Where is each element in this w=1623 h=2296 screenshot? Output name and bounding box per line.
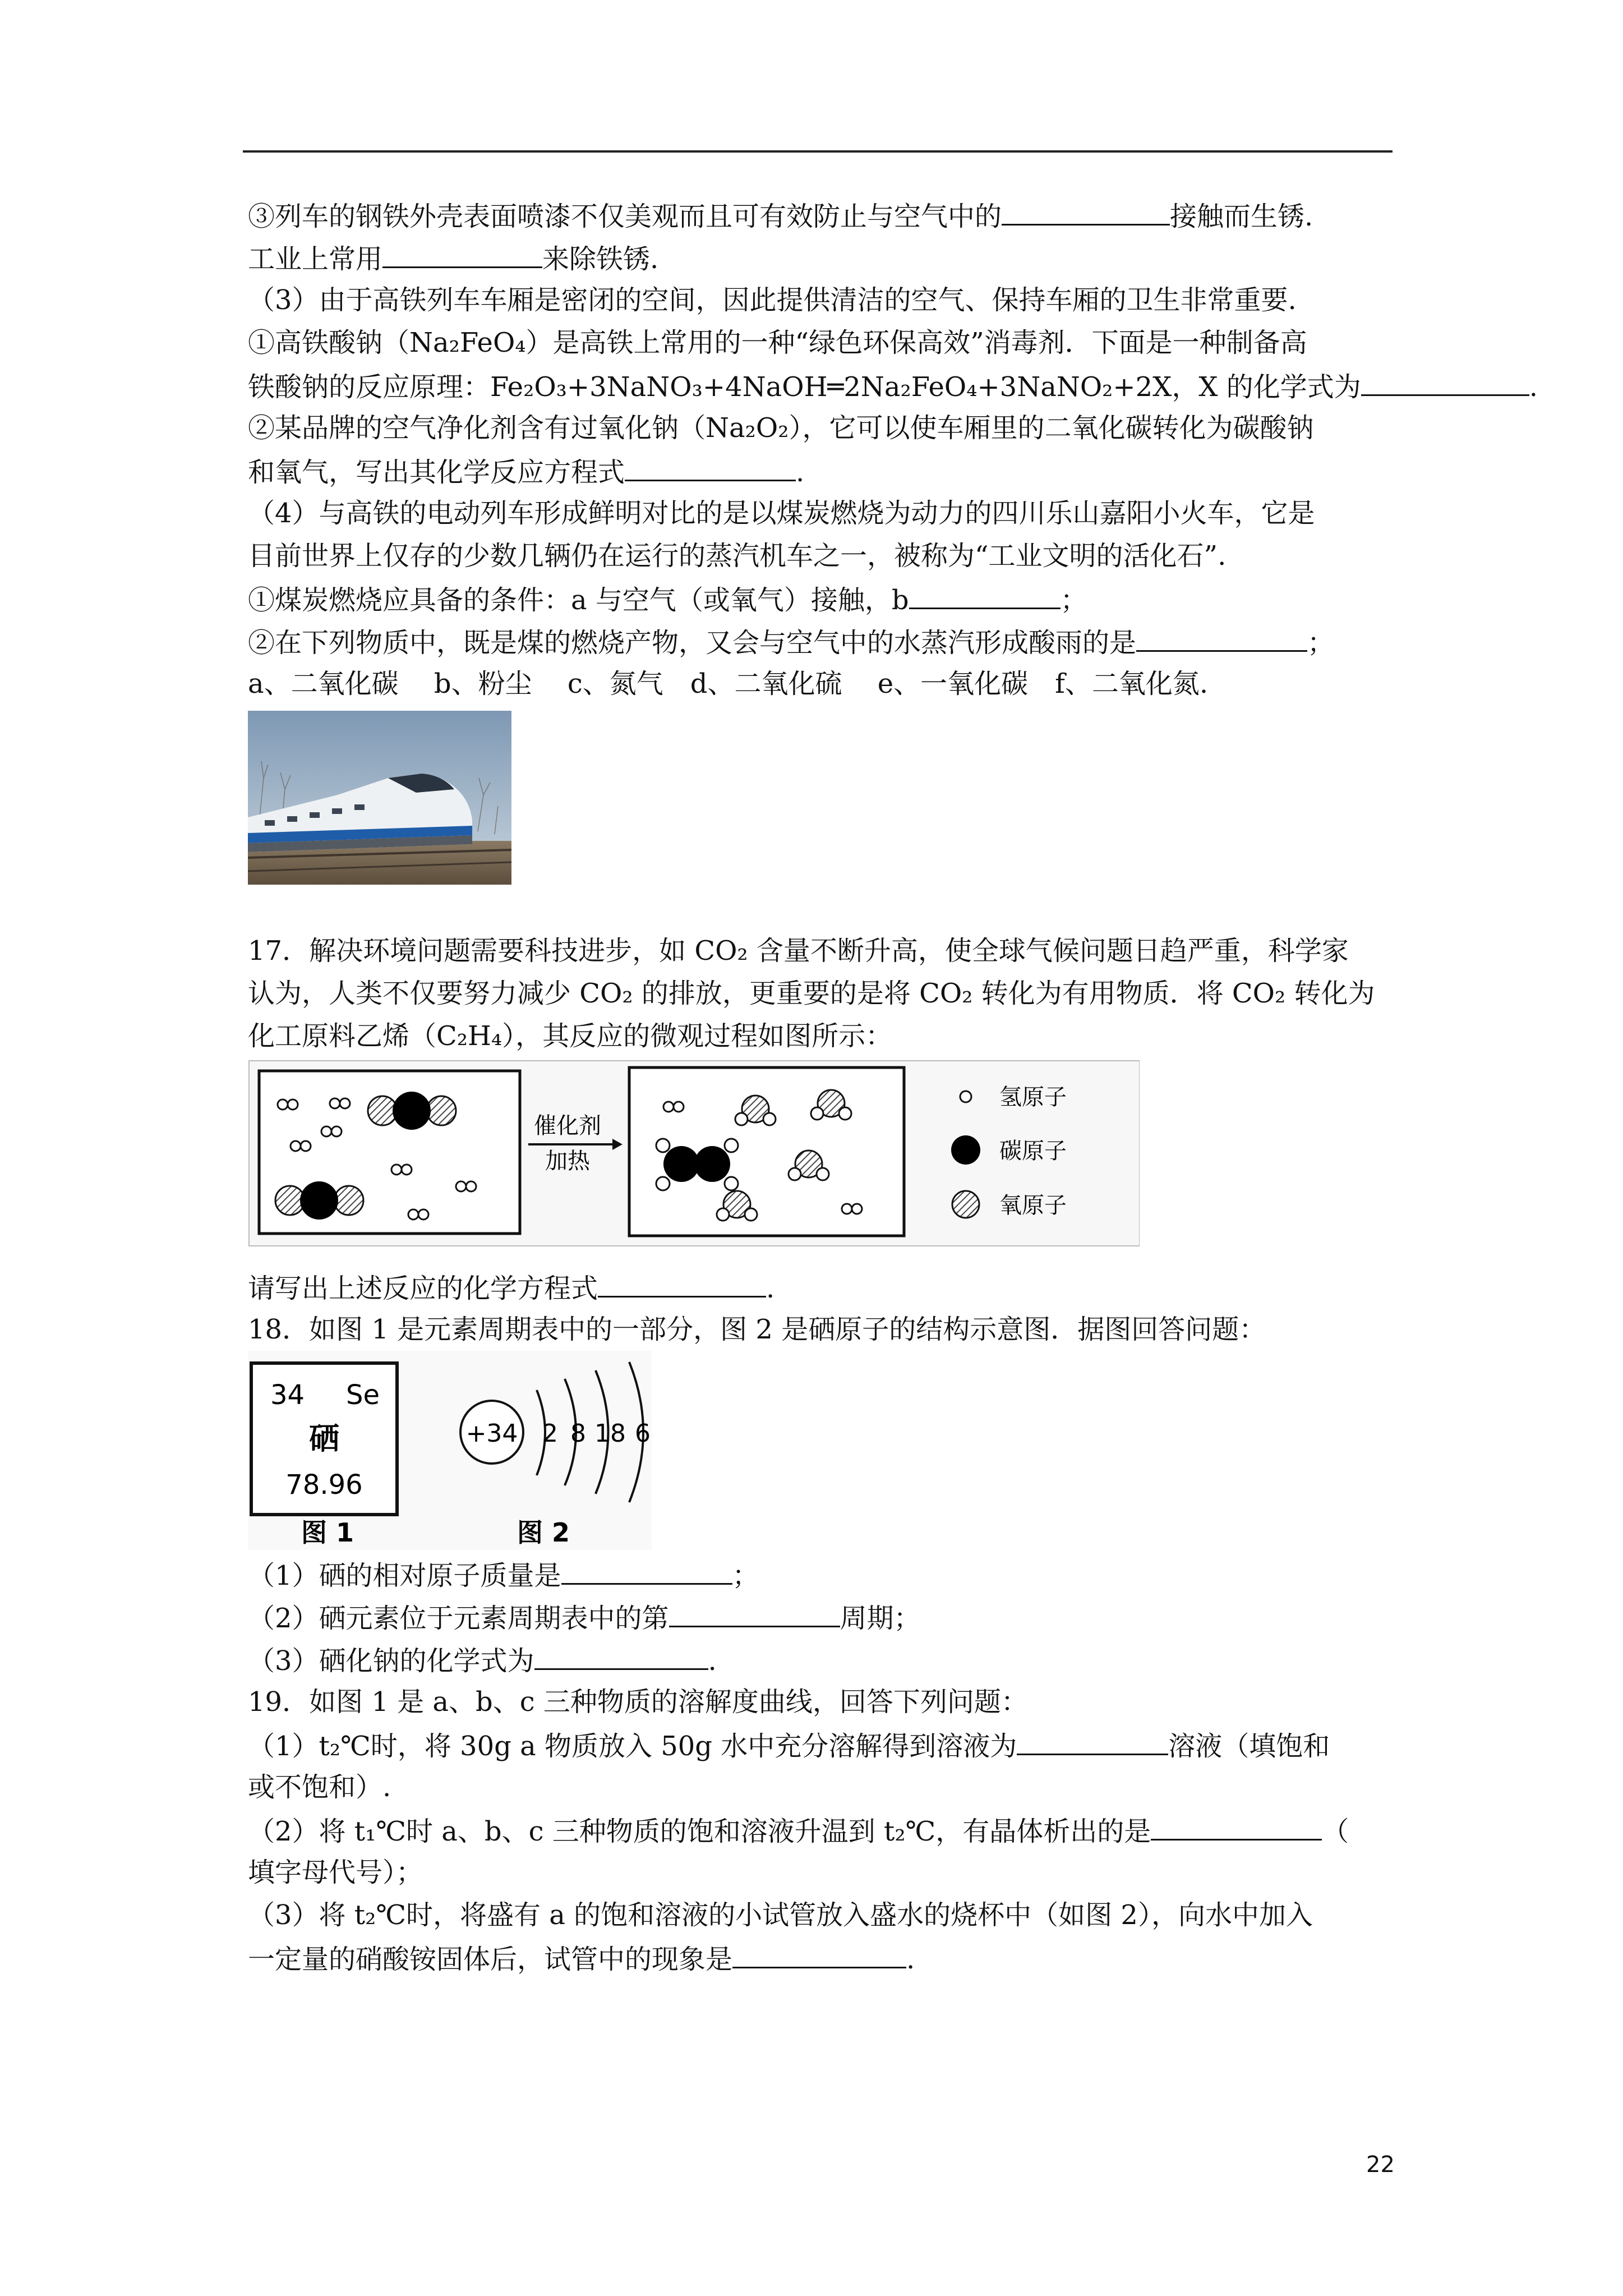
page-number: 22 bbox=[1366, 2152, 1395, 2178]
q16-line-8: （4）与高铁的电动列车形成鲜明对比的是以煤炭燃烧为动力的四川乐山嘉阳小火车，它是 bbox=[248, 498, 1315, 529]
shell-2-count: 8 bbox=[570, 1419, 586, 1448]
atomic-number: 34 bbox=[270, 1379, 305, 1411]
legend-oxygen: 氧原子 bbox=[999, 1193, 1067, 1218]
q16-line-5: 铁酸钠的反应原理：Fe₂O₃+3NaNO₃+4NaOH═2Na₂FeO₄+3NaNO₂+2X，X 的化学式为 . bbox=[248, 364, 1392, 407]
answer-blank[interactable] bbox=[1361, 364, 1529, 396]
hydrogen-legend-icon bbox=[960, 1091, 971, 1102]
answer-blank[interactable] bbox=[732, 1936, 906, 1968]
q16-line-10: ①煤炭燃烧应具备的条件：a 与空气（或氧气）接触，b ； bbox=[248, 577, 1392, 620]
answer-blank[interactable] bbox=[1017, 1723, 1168, 1755]
figure-2-label: 图 2 bbox=[517, 1517, 570, 1548]
nucleus-charge: +34 bbox=[465, 1419, 518, 1448]
q16-line-11: ②在下列物质中，既是煤的燃烧产物，又会与空气中的水蒸汽形成酸雨的是 ； bbox=[248, 620, 1392, 662]
legend-carbon: 碳原子 bbox=[999, 1138, 1067, 1164]
q19-line-4: （2）将 t₁℃时 a、b、c 三种物质的饱和溶液升温到 t₂℃，有晶体析出的是 （ bbox=[248, 1809, 1392, 1851]
reaction-diagram bbox=[248, 1057, 1392, 1251]
q18-answer-3: （3）硒化钠的化学式为 . bbox=[248, 1638, 1392, 1681]
reaction-svg bbox=[248, 1057, 1140, 1248]
q16-line-4: ①高铁酸钠（Na₂FeO₄）是高铁上常用的一种“绿色环保高效”消毒剂．下面是一种制备高 bbox=[248, 327, 1307, 358]
oxygen-legend-icon bbox=[952, 1191, 979, 1218]
answer-blank[interactable] bbox=[1151, 1809, 1322, 1841]
q16-line-7: 和氧气，写出其化学反应方程式 . bbox=[248, 449, 1392, 492]
selenium-svg bbox=[248, 1351, 652, 1550]
q18-line-1: 18．如图 1 是元素周期表中的一部分，图 2 是硒原子的结构示意图．据图回答问题： bbox=[248, 1314, 1266, 1345]
page-content bbox=[248, 194, 1538, 1979]
carbon-legend-icon bbox=[951, 1135, 980, 1165]
answer-blank[interactable] bbox=[625, 449, 796, 481]
q16-line-12: a、二氧化碳 b、粉尘 c、氮气 d、二氧化硫 e、一氧化碳 f、二氧化氮. bbox=[248, 668, 1209, 700]
q18-answer-1: （1）硒的相对原子质量是 ； bbox=[248, 1553, 1392, 1595]
q19-line-1: 19．如图 1 是 a、b、c 三种物质的溶解度曲线，回答下列问题： bbox=[248, 1686, 1028, 1718]
shell-1-count: 2 bbox=[542, 1419, 558, 1448]
q16-line-9: 目前世界上仅存的少数几辆仍在运行的蒸汽机车之一，被称为“工业文明的活化石”. bbox=[248, 540, 1227, 572]
q17-line-1: 17．解决环境问题需要科技进步，如 CO₂ 含量不断升高，使全球气候问题日趋严重，科学家 bbox=[248, 935, 1349, 967]
element-symbol: Se bbox=[346, 1379, 380, 1411]
shell-3-count: 18 bbox=[594, 1419, 626, 1448]
q17-line-3: 化工原料乙烯（C₂H₄），其反应的微观过程如图所示： bbox=[248, 1020, 893, 1052]
q19-line-5: 填字母代号）； bbox=[248, 1857, 423, 1888]
arrow-label-catalyst: 催化剂 bbox=[534, 1113, 601, 1139]
shell-4-count: 6 bbox=[635, 1419, 651, 1448]
q16-line-2: 工业上常用 来除铁锈. bbox=[248, 236, 1392, 279]
train-photo bbox=[248, 711, 1392, 896]
figure-1-label: 图 1 bbox=[301, 1517, 354, 1548]
answer-blank[interactable] bbox=[534, 1638, 708, 1670]
q16-line-3: （3）由于高铁列车车厢是密闭的空间，因此提供清洁的空气、保持车厢的卫生非常重要. bbox=[248, 284, 1297, 316]
q16-line-1: ③列车的钢铁外壳表面喷漆不仅美观而且可有效防止与空气中的 接触而生锈. bbox=[248, 194, 1392, 236]
legend-hydrogen: 氢原子 bbox=[999, 1084, 1067, 1110]
q17-line-2: 认为，人类不仅要努力减少 CO₂ 的排放，更重要的是将 CO₂ 转化为有用物质．将 CO₂ 转化为 bbox=[248, 978, 1375, 1009]
q18-answer-2: （2）硒元素位于元素周期表中的第 周期； bbox=[248, 1595, 1392, 1638]
q19-line-6: （3）将 t₂℃时，将盛有 a 的饱和溶液的小试管放入盛水的烧杯中（如图 2），向水中加入 bbox=[248, 1899, 1313, 1931]
q19-line-2: （1）t₂℃时，将 30g a 物质放入 50g 水中充分溶解得到溶液为 溶液（填饱和 bbox=[248, 1723, 1392, 1766]
answer-blank[interactable] bbox=[669, 1595, 840, 1627]
element-name: 硒 bbox=[309, 1420, 339, 1456]
answer-blank[interactable] bbox=[598, 1266, 766, 1297]
atomic-mass: 78.96 bbox=[285, 1469, 363, 1501]
answer-blank[interactable] bbox=[382, 236, 542, 268]
q19-line-7: 一定量的硝酸铵固体后，试管中的现象是 . bbox=[248, 1936, 1392, 1979]
arrow-label-heat: 加热 bbox=[545, 1148, 590, 1174]
selenium-figure bbox=[248, 1351, 1392, 1553]
header-rule bbox=[243, 150, 1393, 153]
q16-line-6: ②某品牌的空气净化剂含有过氧化钠（Na₂O₂），它可以使车厢里的二氧化碳转化为碳酸钠 bbox=[248, 412, 1314, 444]
co2-molecule-1 bbox=[368, 1092, 456, 1130]
q19-line-3: 或不饱和）. bbox=[248, 1772, 391, 1803]
q17-line-4: 请写出上述反应的化学方程式 . bbox=[248, 1266, 1392, 1308]
co2-molecule-2 bbox=[275, 1181, 363, 1220]
answer-blank[interactable] bbox=[909, 577, 1061, 609]
answer-blank[interactable] bbox=[1136, 620, 1307, 652]
answer-blank[interactable] bbox=[561, 1553, 732, 1585]
answer-blank[interactable] bbox=[1002, 194, 1170, 226]
train-image bbox=[248, 711, 511, 885]
